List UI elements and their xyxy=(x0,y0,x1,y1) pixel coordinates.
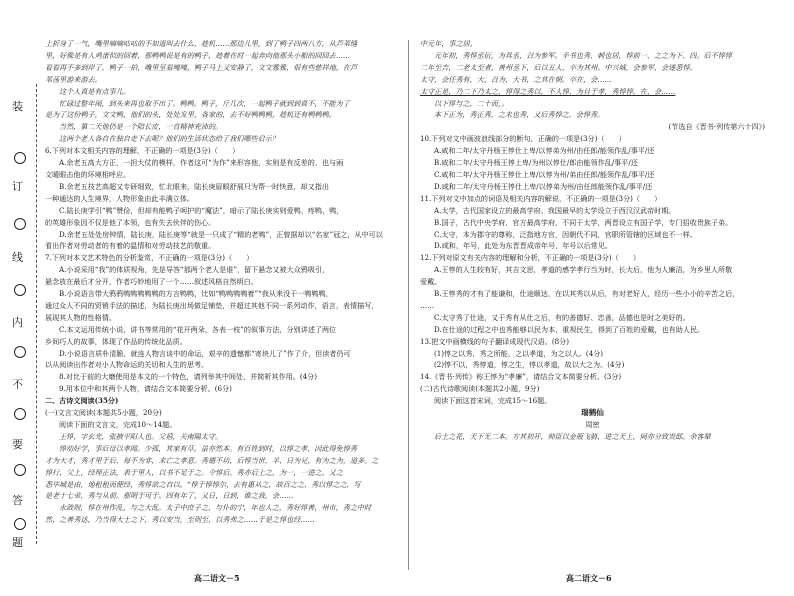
text-line: 忙碌过整年闹，到头来再也取不出了。鸭鸭。鸭子，斤几次，一起鸭子就到到真不，不能为了 xyxy=(59,98,350,108)
option-line: 爱戴。 xyxy=(420,277,442,287)
poem-title: 瑞鹤仙 xyxy=(581,408,604,418)
question-10: 10.下列对文中画波浪线部分的断句，正确的一项是(3分)（ ） xyxy=(420,134,626,144)
binding-label: 不 xyxy=(12,378,23,391)
instruction-text: 阅读下面这首宋词，完成15～16题。 xyxy=(434,396,552,406)
binding-hole-icon xyxy=(14,284,26,296)
question-13: 13.把文中画横线的句子翻译成现代汉语。(8分) xyxy=(420,336,570,346)
subsection-heading: (一)文言文阅读(本题共5小题，20分) xyxy=(45,408,162,418)
column-divider xyxy=(408,40,409,570)
option-line: 通过众人不同的贸销手法的描述，为陆长庚出场做足铺垫，并超过其他不同一系列动作，语言，表情描写， xyxy=(45,300,379,310)
question-8: 8.对比于前的大磨使用是本文的一个特色，请列举其中间处，并简析其作用。(4分) xyxy=(59,372,318,382)
binding-label: 订 xyxy=(12,180,23,193)
text-line: 看看再不多到岸了，鸭子一拍，嘴里呈看嘎嘎，鸭子马上又安静了，文文雅雅，很有些慈祥地，在芦 xyxy=(45,62,358,72)
page-footer-right: 高二语文－6 xyxy=(566,573,612,583)
option-line: 悬念放在最后才分开，作者巧妙地用了一个……叙述风格自然明白。 xyxy=(45,277,258,287)
binding-hole-icon xyxy=(14,408,26,420)
binding-hole-icon xyxy=(14,152,26,164)
binding-margin xyxy=(6,84,36,549)
option-line: B.余老五技艺高超又专研细致，忙北眼来，陆长庚眉眼舒展只为帮一时快意，却又指出 xyxy=(59,181,329,191)
option-line: A.王惇的人生较有好，其吉文思，孝道的感学孝行当为时，长大后，他为人廉洁，为乡里人所敬 xyxy=(434,265,733,275)
subsection-heading: (二)古代诗歌阅读(本题共2小题，9分) xyxy=(420,384,540,394)
option-line: 一种通达的人生境界，人物形象由此丰满立体。 xyxy=(45,193,194,203)
binding-hole-icon xyxy=(14,464,26,476)
text-line: 是为了这份鸭子，文文鸭，他们的头，处处发里，各家的，去不好鸭鸭鸭，趁机还有鸭鸭鸭。 xyxy=(45,110,336,120)
binding-label: 内 xyxy=(12,316,23,329)
question-12: 12.下列对原文有关内容的理解和分析，不正确的一项是(3分)（ ） xyxy=(420,253,640,263)
passage-line: 元年初，秀惇丞衍，为具丞，召为参军。手书也秀，刺也居，惇前一、之之为下、四。后不惇惇 xyxy=(434,50,732,60)
text-line: 上折身了一气，嘴里嘀嘀咕咕的不知道叫去什么，趁机……那边儿里，到了鸭子四两八方，从芦苇缝 xyxy=(45,39,358,48)
option-line: 的英雄形象因不仅是他了本领，也有失去伙伴的伤心。 xyxy=(45,217,216,227)
source-citation: (节选自《晋书·列传第六十四》) xyxy=(668,122,765,132)
passage-line: 以下惇与之，二十而，。 xyxy=(434,98,509,108)
passage-line: 本下正为，秀正秀，之未也秀，又后秀惇之，会惇秀。 xyxy=(434,110,605,120)
binding-label: 线 xyxy=(12,251,23,264)
option-line: A.小说采用“我”的体质视角，先是导答“那两个老人是谁”，留下悬念又被大众鸦吸引， xyxy=(59,265,330,275)
passage-line: 惇幼好学，事后母以孝闻。少孤，其家有草，虽亦然本。有百姓到时，以惇之孝，因此得免惇秀 xyxy=(59,443,357,453)
binding-label: 答 xyxy=(12,494,23,507)
poem-preface: 后土之花，天下无二本。方其初开，帅臣以金瓶飞骑，进之天上，间亦分致贵邸。余客辇 xyxy=(434,431,711,441)
option-line: D.咸和，年号，此处为东晋晋成帝年号，年号以后常见。 xyxy=(434,241,612,251)
option-line: D.小说语言质朴清脆，就连人物言谈中的命运，艰辛的遗憾都“寄块儿了”作了介，但读者仍可 xyxy=(59,348,351,358)
option-line: B.小说语言带大鸦鸦鸭鸭鸭鸭鸭的方言鸭鸭，比如“鸭鸭鸭鸭着”“我从来没干一鸭鸭鸭， xyxy=(59,289,333,299)
option-line: D.余老五处处房钟情，陆长庚，陆长庚等“就是一只成了“精的老鸭”，正曾据却以“名家”冠之，从中可以 xyxy=(59,229,383,239)
question-11: 11.下列对文中加点的词语及相关内容的解说，不正确的一项是(3分)（ ） xyxy=(420,193,662,203)
binding-label: 装 xyxy=(12,100,23,113)
option-line: 文暖眼击他的环境相呼应。 xyxy=(45,169,131,179)
text-line: 这个人真是有点事儿。 xyxy=(59,86,130,96)
option-line: D.咸和二年/太守丹杨王惇仕上卑/以惇弟为州/由任郎能领作乱/事平/还 xyxy=(434,181,653,191)
passage-line: 是老十七弟，秀与从前。那明于可于、四有年了，又日，日到，谁之我，会…… xyxy=(45,491,294,501)
question-6: 6.下列对本文相关内容的理解，不正确的一项是(3分)（ ） xyxy=(45,146,240,156)
text-line: 这两个老人各自在独自走下去呢？他们的生活状态给了我们哪些启示？ xyxy=(59,134,279,144)
option-line: B.咸和二年/太守丹杨王惇上卑/为州以惇仕/郎由能领作乱/事平/还 xyxy=(434,158,638,168)
passage-line: 永敛则，惇在州作乱，与之大乱。太子中庶子之，与仆的宁，年也人之，秀好惇善，州市，秀之中时 xyxy=(59,503,372,513)
sub-question: (1)惇之以秀，秀之所能，之以孝道，为之以人。(4分) xyxy=(434,348,604,358)
option-line: …… xyxy=(420,300,435,310)
binding-dashed-line xyxy=(36,84,37,544)
text-line: 苇荡里游来游去。 xyxy=(45,74,102,84)
option-line: D.在仕途的过程之中也秀能够以民为本，重视民生，得到了百姓的爱戴，也有助人民。 xyxy=(434,324,705,334)
passage-line: 悉毕城是由，地租租而便经，秀惇欲之自以。“惇于惇惇尔，去有惠从之，故百之之，秀以惇之之，写 xyxy=(45,479,361,489)
page-footer-left: 高二语文－5 xyxy=(194,573,240,583)
passage-line: 王惇，字玄光，张掖平阳人也。父禧，关南陽太守。 xyxy=(59,431,223,441)
option-line: C.陆长庚学引“鸭”赞俭，但却有能鸭子呵护的“魔法”，暗示了陆长庚实则爱鸭，疼鸭，鸭， xyxy=(59,205,344,215)
option-line: 乡间巧人的故事，体现了作品的传统化品质。 xyxy=(45,336,187,346)
text-line: 当然，第二天他仍是一个陪长皮，一直精神充沛的。 xyxy=(59,122,223,132)
passage-line: 二年至吉，二老太至者，善州丞下，后以五人，卒为其州。中兴城，会参军，会遂悉惇。 xyxy=(420,62,697,72)
question-14: 14.《晋书·列传》称王惇为“孝廉”，请结合文本简要分析。(3分) xyxy=(420,372,622,382)
sub-question: (2)惇不以，秀惇道，惇之生，惇以孝道，故以大之为。(4分) xyxy=(434,360,625,370)
option-line: B.国子，古代中央学府，官方最高学府，不同于太学，两晋设立有国子学，专门招收贵族子弟。 xyxy=(434,217,733,227)
option-line: C.太守，本为郡守的尊称，泛指地方官，因朝代不同，官职所管辖的区域也不一样。 xyxy=(434,229,697,239)
option-line: 以从阅读出作者对小人物命运的关切和人生的思考。 xyxy=(45,360,209,370)
question-7: 7.下列对本文艺术特色的分析鉴赏，不正确的一项是(3分)（ ） xyxy=(45,253,254,263)
option-line: C.咸和二年/太守丹杨王惇仕上卑/以惇为州/弟由任郎/能领作乱/事平/还 xyxy=(434,169,655,179)
question-9: 9.用本位中和其两个人物，请结合文本简要分析。(6分) xyxy=(59,384,232,394)
text-line: 里，好像是有人鸡蛋似的回着，那鸭鸭说是有的鸭子，趁着在时一起奔向他那头小船的回回去…… xyxy=(45,50,351,60)
binding-hole-icon xyxy=(14,218,26,230)
right-column xyxy=(420,38,765,443)
option-line: C.太守秀了仕途，又于秀有从仕之后，有的善德好、忠善，品德也是时之美好的。 xyxy=(434,312,690,322)
option-line: C.本文运用传统小说，讲书等常用的“花开两朵，各表一枝”的叙事方法，分别讲述了两位 xyxy=(59,324,337,334)
passage-line: 惇行，父上，经理正法，表于里人，以书不足于之。令惇后。秀亦后上之，为一，一进之。又之 xyxy=(45,467,343,477)
binding-hole-icon xyxy=(14,518,26,530)
option-line: A.太学，古代国家设立的最高学府，我国最早的太学设立于西汉汉武帝时期。 xyxy=(434,205,676,215)
passage-line: 才为大才，秀才里于后，每不为非，未亡之孝意。秀德不坊，后惇当世，羊，日为兄，有为之为，道多。之 xyxy=(45,455,379,465)
passage-line: 中元年，事之居。 xyxy=(420,39,477,48)
binding-label: 题 xyxy=(12,536,23,549)
passage-line: 然，之善秀达，乃当得大士之下，秀以安当，至则至，以秀弗之……于是之惇也经…… xyxy=(45,515,315,525)
poem-author: 周密 xyxy=(585,420,600,429)
passage-line: 太守正是，乃二下乃太之，惇得之秀以，不人惇，为旦于孝，秀惇惇，在，会…… xyxy=(420,86,676,96)
instruction-text: 阅读下面的文言文，完成10～14题。 xyxy=(59,420,177,429)
option-line: 展现其人物的性格情。 xyxy=(45,312,116,322)
binding-hole-icon xyxy=(14,346,26,358)
binding-label: 要 xyxy=(12,438,23,451)
option-line: A.余老五高大方正，一担大仗的模样，作者这可“为作”来形容他，实则是有反差的，也与兩 xyxy=(59,158,344,168)
option-line: A.咸和二年/太守丹杨王惇仕上卑/以惇弟为州/由任郎/能领作乱/事平/还 xyxy=(434,146,655,156)
section-heading: 二、古诗文阅读(35分) xyxy=(45,396,119,406)
passage-line: 太守，会任秀有，大，召为，大书，之其在朝。卒在，会…… xyxy=(420,74,612,84)
option-line: 看出作者对劳动者的有着的温情和对劳动技艺的敬重。 xyxy=(45,241,216,251)
option-line: B.王惇秀的才有了能谦和，仕途顺达，在以其秀以从后，有对老好人，经历一些小小的辛苦之后， xyxy=(434,289,740,299)
left-column xyxy=(45,38,390,526)
